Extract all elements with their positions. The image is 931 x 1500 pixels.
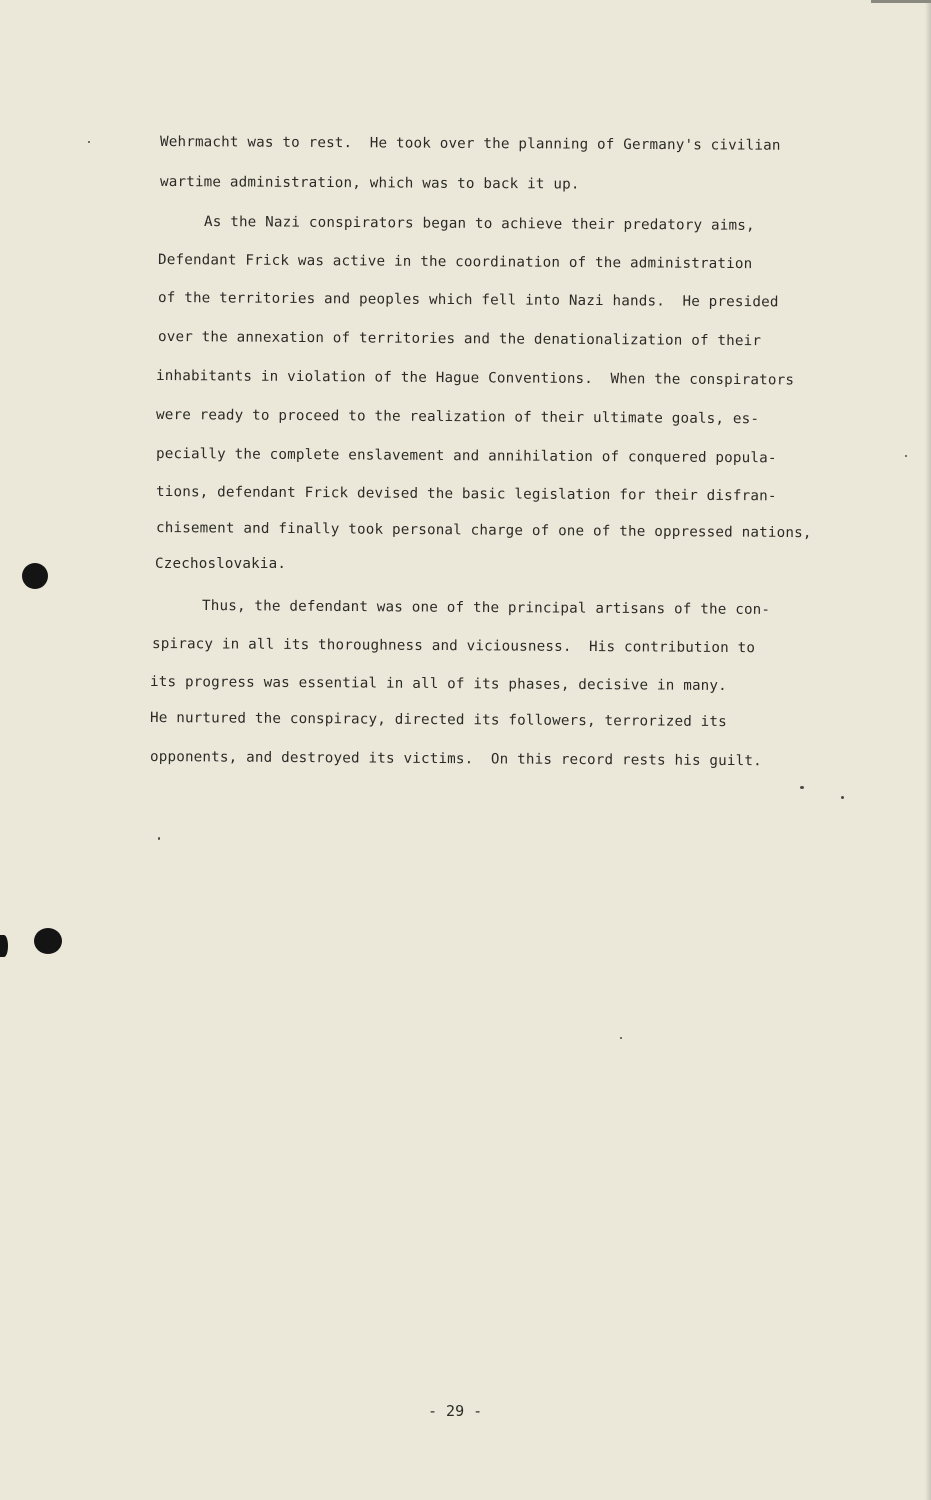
text-line: Defendant Frick was active in the coordination of the administration — [157, 252, 753, 273]
punch-hole-top — [22, 563, 48, 589]
text-line: Czechoslovakia. — [155, 556, 287, 572]
text-line: over the annexation of territories and the denationalization of their — [157, 329, 762, 350]
edge-tear-mark — [0, 935, 8, 957]
text-line: opponents, and destroyed its victims. On this record rests his guilt. — [149, 749, 762, 770]
speck — [620, 1037, 622, 1039]
speck — [800, 786, 804, 789]
page-number: - 29 - — [428, 1402, 483, 1420]
text-line: of the territories and peoples which fell into Nazi hands. He presided — [157, 290, 779, 311]
text-line: its progress was essential in all of its phases, decisive in many. — [149, 674, 727, 695]
text-line: As the Nazi conspirators began to achieve their predatory aims, — [203, 214, 755, 234]
text-line: He nurtured the conspiracy, directed its followers, terrorized its — [149, 710, 727, 731]
speck — [905, 455, 907, 457]
text-line: Thus, the defendant was one of the principal artisans of the con- — [201, 598, 771, 618]
text-line: spiracy in all its thoroughness and viciousness. His contribution to — [151, 636, 756, 657]
speck — [841, 796, 844, 799]
text-line: wartime administration, which was to back it up. — [159, 174, 580, 193]
text-line: Wehrmacht was to rest. He took over the planning of Germany's civilian — [159, 134, 781, 154]
punch-hole-bottom — [34, 928, 62, 954]
speck — [158, 837, 160, 840]
text-line: tions, defendant Frick devised the basic legislation for their disfran- — [155, 484, 777, 505]
text-line: pecially the complete enslavement and annihilation of conquered popula- — [155, 446, 777, 467]
speck — [88, 141, 90, 143]
text-line: chisement and finally took personal charge of one of the oppressed nations, — [155, 520, 812, 542]
text-line: inhabitants in violation of the Hague Conventions. When the conspirators — [155, 368, 795, 389]
text-line: were ready to proceed to the realization of their ultimate goals, es- — [155, 407, 760, 428]
